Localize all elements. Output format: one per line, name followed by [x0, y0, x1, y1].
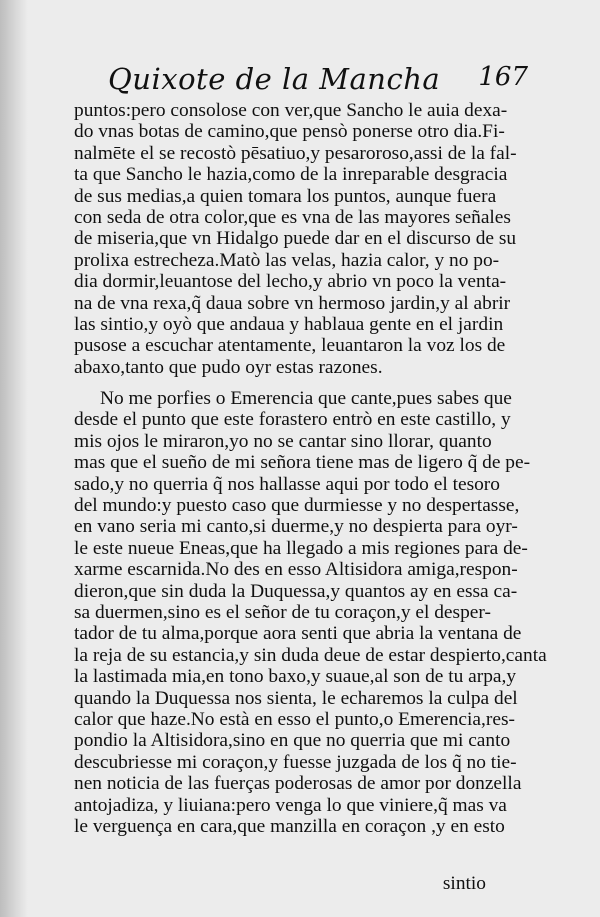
text-line: de sus medias,a quien tomara los puntos, aunque fuera: [74, 185, 497, 207]
text-line: sa duermen,sino es el señor de tu coraçon,y el desper-: [74, 601, 491, 623]
text-line: xarme escarnida.No des en esso Altisidora amiga,respon-: [74, 559, 518, 581]
text-line: calor que haze.No està en esso el punto,o Emerencia,res-: [74, 708, 515, 730]
running-title: Quixote de la Mancha: [108, 62, 441, 96]
paragraph-2: [74, 388, 547, 837]
text-line: puntos:pero consolose con ver,que Sancho le auia dexa-: [74, 100, 508, 121]
text-line: pusose a escuchar atentamente, leuantaron la voz los de: [74, 335, 506, 357]
text-line: pondio la Altisidora,sino en que no querria que mi canto: [74, 730, 511, 752]
text-line: la lastimada mia,en tono baxo,y suaue,al son de tu arpa,y: [74, 666, 517, 688]
text-line: abaxo,tanto que pudo oyr estas razones.: [74, 356, 383, 378]
folio-number: 167: [478, 62, 528, 92]
text-line: tador de tu alma,porque aora senti que abria la ventana de: [74, 623, 522, 645]
text-line: le verguença en cara,que manzilla en coraçon ,y en esto: [74, 815, 505, 837]
text-line: mas que el sueño de mi señora tiene mas de ligero q̃ de pe-: [74, 452, 531, 474]
text-line: No me porfies o Emerencia que cante,pues sabes que: [100, 388, 512, 410]
text-line: las sintio,y oyò que andaua y hablaua gente en el jardin: [74, 313, 504, 335]
text-line: prolixa estrecheza.Matò las velas, hazia calor, y no po-: [74, 249, 500, 271]
text-line: sado,y no querria q̃ nos hallasse aqui por todo el tesoro: [74, 473, 500, 495]
text-line: ta que Sancho le hazia,como de la inreparable desgracia: [74, 164, 508, 186]
page-gutter-shadow: [0, 0, 28, 917]
text-line: de miseria,que vn Hidalgo puede dar en el discurso de su: [74, 228, 517, 250]
text-line: con seda de otra color,que es vna de las mayores señales: [74, 206, 511, 228]
page-header: [108, 62, 528, 98]
text-line: desde el punto que este forastero entrò en este castillo, y: [74, 409, 511, 431]
text-line: descubriesse mi coraçon,y fuesse juzgada de los q̃ no tie-: [74, 751, 517, 773]
catchword: sintio: [442, 873, 486, 894]
text-line: antojadiza, y liuiana:pero venga lo que viniere,q̃ mas va: [74, 794, 507, 816]
text-line: do vnas botas de camino,que pensò ponerse otro dia.Fi-: [74, 121, 505, 143]
text-line: la reja de su estancia,y sin duda deue de estar despierto,canta: [74, 644, 547, 666]
paragraph-1: [74, 100, 517, 378]
text-line: dieron,que sin duda la Duquessa,y quantos ay en essa ca-: [74, 580, 518, 602]
text-line: nalmēte el se recostò pēsatiuo,y pesaroroso,assi de la fal-: [74, 142, 517, 164]
text-line: na de vna rexa,q̃ daua sobre vn hermoso jardin,y al abrir: [74, 292, 511, 314]
text-line: dia dormir,leuantose del lecho,y abrio vn poco la venta-: [74, 271, 507, 293]
text-line: mis ojos le miraron,yo no se cantar sino llorar, quanto: [74, 430, 492, 452]
text-line: del mundo:y puesto caso que durmiesse y no despertasse,: [74, 495, 520, 517]
paragraph-gap: [74, 378, 494, 388]
text-line: quando la Duquessa nos sienta, le echaremos la culpa del: [74, 687, 518, 709]
text-line: le este nueue Eneas,que ha llegado a mis regiones para de-: [74, 537, 528, 559]
text-line: en vano seria mi canto,si duerme,y no despierta para oyr-: [74, 516, 518, 538]
body-text: [74, 100, 547, 837]
text-line: nen noticia de las fuerças poderosas de amor por donzella: [74, 773, 522, 795]
